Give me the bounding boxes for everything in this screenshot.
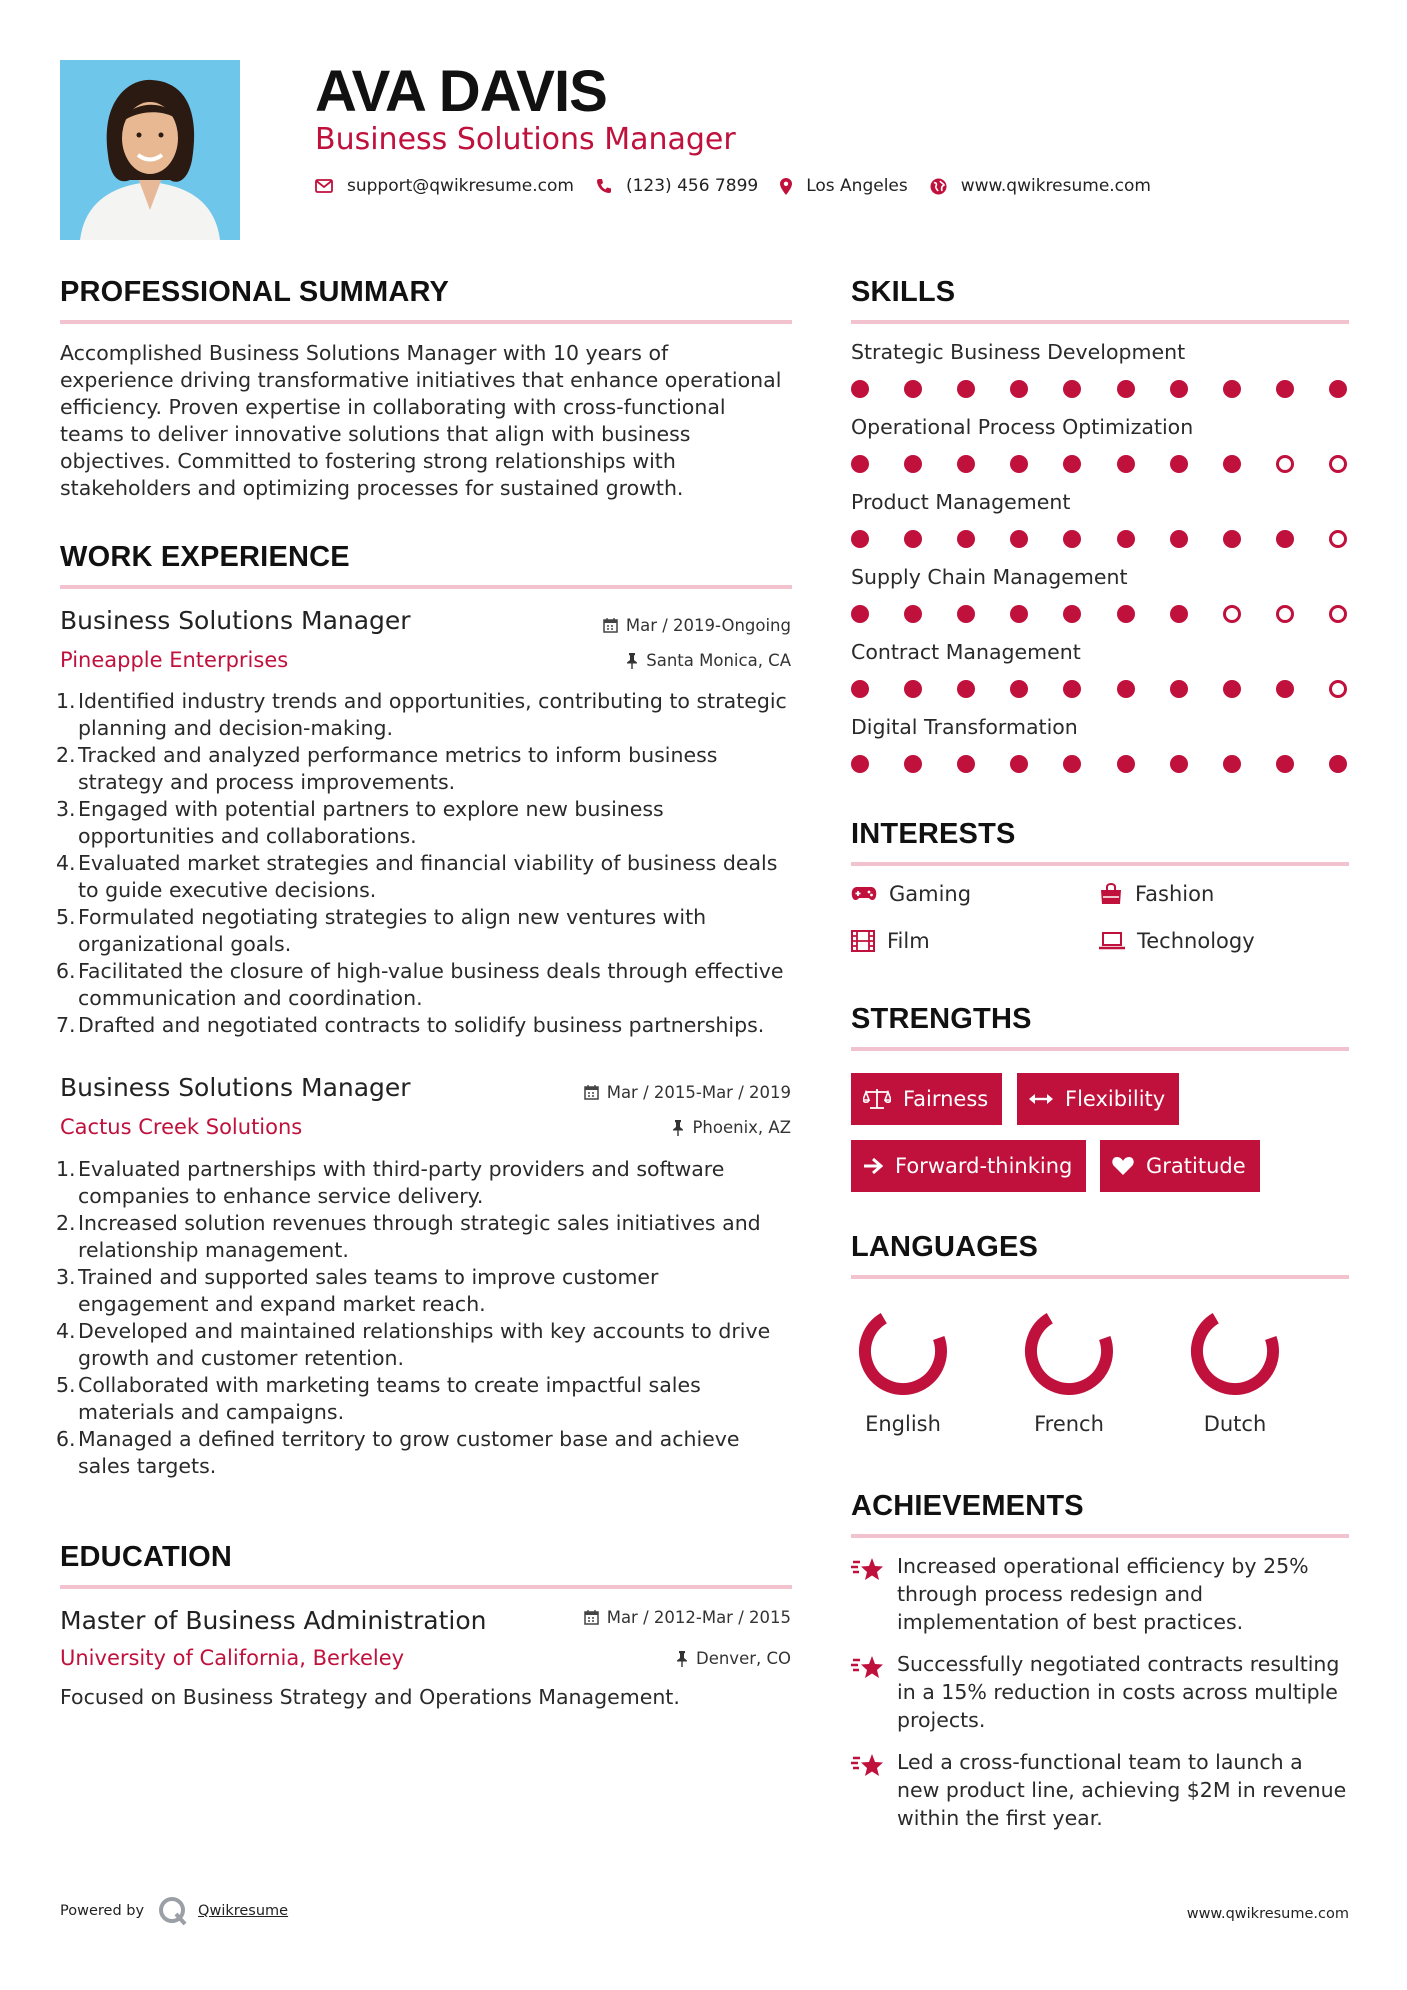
job-duty-line: materials and campaigns. — [78, 1400, 345, 1424]
rating-dot-filled — [1170, 455, 1188, 473]
powered-by-text: Powered by — [60, 1903, 145, 1919]
job-duty-line: Developed and maintained relationships with key accounts to drive — [78, 1319, 771, 1343]
job-duties-list — [56, 1156, 800, 1480]
rating-dot-filled — [851, 530, 869, 548]
rating-dot-filled — [1063, 455, 1081, 473]
summary-heading: PROFESSIONAL SUMMARY — [60, 276, 450, 308]
rating-dot-filled — [1117, 530, 1135, 548]
rating-dot-filled — [1063, 755, 1081, 773]
achievement-line: Led a cross-functional team to launch a — [897, 1750, 1303, 1774]
job-dates-text: Mar / 2015-Mar / 2019 — [606, 1083, 791, 1102]
education-location-text: Denver, CO — [695, 1649, 791, 1668]
contact-bar — [315, 176, 1173, 196]
rating-dot-filled — [1170, 530, 1188, 548]
job-duty-line: Evaluated partnerships with third-party providers and software — [78, 1157, 725, 1181]
rating-dot-filled — [1170, 680, 1188, 698]
languages-heading: LANGUAGES — [851, 1231, 1039, 1263]
rating-dot-filled — [1170, 380, 1188, 398]
skill-rating — [851, 530, 1347, 548]
list-number: 2. — [56, 1211, 76, 1235]
pushpin-icon — [672, 1120, 684, 1136]
job-duty-item — [56, 958, 800, 1012]
achievement-line: projects. — [897, 1708, 986, 1732]
language-gauge — [1009, 1296, 1129, 1410]
summary-text — [60, 340, 800, 502]
rating-dot-filled — [1010, 680, 1028, 698]
achievement-line: in a 15% reduction in costs across multiple — [897, 1680, 1338, 1704]
list-number: 4. — [56, 851, 76, 875]
job-duty-item — [56, 688, 800, 742]
rating-dot-filled — [1276, 380, 1294, 398]
rating-dot-filled — [1117, 680, 1135, 698]
education-dates — [584, 1608, 791, 1627]
job-duties-list — [56, 688, 800, 1039]
job-duty-line: Engaged with potential partners to explore new business — [78, 797, 664, 821]
job-duty-item — [56, 904, 800, 958]
rating-dot-filled — [1329, 755, 1347, 773]
rating-dot-filled — [1117, 755, 1135, 773]
job-duty-line: sales targets. — [78, 1454, 217, 1478]
rating-dot-filled — [1010, 605, 1028, 623]
envelope-icon — [315, 179, 333, 193]
rating-dot-filled — [851, 380, 869, 398]
job-duty-line: Evaluated market strategies and financial viability of business deals — [78, 851, 778, 875]
language-level-arc — [1186, 1302, 1283, 1399]
job-duty-line: growth and customer retention. — [78, 1346, 404, 1370]
strength-label: Forward-thinking — [895, 1154, 1073, 1178]
rating-dot-filled — [904, 605, 922, 623]
skill-name: Supply Chain Management — [851, 565, 1128, 589]
rating-dot-filled — [1010, 530, 1028, 548]
job-duty-item — [56, 796, 800, 850]
language-ring — [843, 1296, 963, 1406]
rating-dot-filled — [1063, 605, 1081, 623]
gamepad-icon — [851, 885, 877, 903]
rating-dot-filled — [1329, 380, 1347, 398]
strengths-heading: STRENGTHS — [851, 1003, 1032, 1035]
job-duty-line: Tracked and analyzed performance metrics to inform business — [78, 743, 718, 767]
rating-dot-filled — [904, 380, 922, 398]
job-dates — [584, 1083, 791, 1102]
list-number: 1. — [56, 1157, 76, 1181]
job-duty-line: Identified industry trends and opportunities, contributing to strategic — [78, 689, 787, 713]
interests-divider — [851, 862, 1349, 866]
list-number: 3. — [56, 1265, 76, 1289]
contact-phone-text: (123) 456 7899 — [625, 176, 759, 196]
achievement-line: Increased operational efficiency by 25% — [897, 1554, 1309, 1578]
job-duty-line: Managed a defined territory to grow customer base and achieve — [78, 1427, 740, 1451]
contact-website-text: www.qwikresume.com — [960, 176, 1151, 196]
pushpin-icon — [626, 653, 638, 669]
job-duty-line: planning and decision-making. — [78, 716, 394, 740]
summary-line: experience driving transformative initiatives that enhance operational — [60, 368, 782, 392]
job-duty-line: relationship management. — [78, 1238, 349, 1262]
rating-dot-filled — [957, 455, 975, 473]
skill-rating — [851, 755, 1347, 773]
job-duty-line: engagement and expand market reach. — [78, 1292, 486, 1316]
job-duty-item — [56, 1156, 800, 1210]
achievement-text — [897, 1748, 1346, 1832]
interest-item — [851, 882, 971, 906]
job-duty-line: Increased solution revenues through strategic sales initiatives and — [78, 1211, 761, 1235]
job-duty-line: strategy and process improvements. — [78, 770, 456, 794]
job-duty-line: Facilitated the closure of high-value business deals through effective — [78, 959, 784, 983]
rating-dot-empty — [1329, 605, 1347, 623]
achievement-line: through process redesign and — [897, 1582, 1204, 1606]
interest-item — [1099, 929, 1255, 953]
interest-label: Technology — [1137, 929, 1255, 953]
skill-rating — [851, 605, 1347, 623]
rating-dot-filled — [1276, 530, 1294, 548]
achievement-text — [897, 1650, 1339, 1734]
rating-dot-filled — [957, 530, 975, 548]
job-duty-item — [56, 1318, 800, 1372]
star-award-icon — [851, 1752, 885, 1778]
summary-line: objectives. Committed to fostering strong relationships with — [60, 449, 676, 473]
company-name: Cactus Creek Solutions — [60, 1115, 303, 1139]
rating-dot-filled — [904, 680, 922, 698]
achievement-text — [897, 1552, 1309, 1636]
balance-scale-icon — [863, 1088, 891, 1110]
arrow-right-icon — [863, 1157, 883, 1175]
rating-dot-filled — [1223, 530, 1241, 548]
interest-item — [1099, 882, 1214, 906]
calendar-icon — [584, 1610, 599, 1625]
interest-item — [851, 929, 930, 953]
rating-dot-empty — [1329, 530, 1347, 548]
experience-heading: WORK EXPERIENCE — [60, 541, 350, 573]
contact-location-text: Los Angeles — [806, 176, 908, 196]
job-duty-line: Formulated negotiating strategies to align new ventures with — [78, 905, 707, 929]
interest-label: Fashion — [1135, 882, 1215, 906]
language-name: Dutch — [1203, 1412, 1267, 1436]
language-ring — [1009, 1296, 1129, 1406]
rating-dot-filled — [1063, 530, 1081, 548]
list-number: 4. — [56, 1319, 76, 1343]
calendar-icon — [584, 1085, 599, 1100]
strength-badge — [1100, 1140, 1260, 1192]
job-duty-line: to guide executive decisions. — [78, 878, 377, 902]
arrows-horizontal-icon — [1029, 1092, 1053, 1106]
rating-dot-filled — [1010, 455, 1028, 473]
rating-dot-filled — [1063, 380, 1081, 398]
strength-label: Gratitude — [1146, 1154, 1246, 1178]
rating-dot-filled — [957, 605, 975, 623]
strength-badge — [851, 1073, 1002, 1125]
rating-dot-filled — [1117, 380, 1135, 398]
contact-website[interactable] — [930, 176, 1151, 196]
job-location — [626, 651, 791, 670]
language-gauge — [1175, 1296, 1295, 1410]
job-duty-item — [56, 1012, 800, 1039]
summary-line: stakeholders and optimizing processes for sustained growth. — [60, 476, 684, 500]
rating-dot-filled — [904, 455, 922, 473]
summary-line: teams to deliver innovative solutions that align with business — [60, 422, 691, 446]
rating-dot-empty — [1276, 455, 1294, 473]
job-duty-line: Collaborated with marketing teams to create impactful sales — [78, 1373, 701, 1397]
rating-dot-filled — [1117, 605, 1135, 623]
education-heading: EDUCATION — [60, 1541, 233, 1573]
skill-rating — [851, 380, 1347, 398]
rating-dot-filled — [1010, 380, 1028, 398]
contact-phone[interactable] — [596, 176, 758, 196]
rating-dot-filled — [851, 680, 869, 698]
language-level-arc — [1020, 1302, 1117, 1399]
rating-dot-filled — [1117, 455, 1135, 473]
globe-icon — [930, 178, 947, 195]
rating-dot-empty — [1329, 680, 1347, 698]
job-location-text: Phoenix, AZ — [692, 1118, 791, 1137]
rating-dot-empty — [1223, 605, 1241, 623]
candidate-name: AVA DAVIS — [315, 59, 607, 124]
achievements-divider — [851, 1534, 1349, 1538]
rating-dot-filled — [851, 605, 869, 623]
rating-dot-filled — [1223, 680, 1241, 698]
rating-dot-filled — [1170, 605, 1188, 623]
rating-dot-filled — [1223, 380, 1241, 398]
achievement-item — [851, 1748, 1351, 1832]
star-award-icon — [851, 1654, 885, 1680]
achievement-item — [851, 1552, 1351, 1636]
contact-email[interactable] — [315, 176, 574, 196]
summary-divider — [60, 320, 792, 324]
strength-badge — [1017, 1073, 1179, 1125]
job-duty-item — [56, 1264, 800, 1318]
rating-dot-filled — [1223, 455, 1241, 473]
achievement-line: new product line, achieving $2M in revenue — [897, 1778, 1347, 1802]
qwikresume-link[interactable]: Qwikresume — [198, 1903, 289, 1919]
skills-heading: SKILLS — [851, 276, 956, 308]
language-ring — [1175, 1296, 1295, 1406]
skill-name: Operational Process Optimization — [851, 415, 1194, 439]
heart-icon — [1112, 1156, 1134, 1176]
list-number: 2. — [56, 743, 76, 767]
experience-divider — [60, 585, 792, 589]
job-duty-item — [56, 1372, 800, 1426]
calendar-icon — [603, 618, 618, 633]
list-number: 5. — [56, 1373, 76, 1397]
contact-email-text: support@qwikresume.com — [347, 176, 574, 196]
job-title: Business Solutions Manager — [60, 606, 411, 635]
job-duty-line: opportunities and collaborations. — [78, 824, 417, 848]
language-name: French — [1034, 1412, 1104, 1436]
list-number: 6. — [56, 1427, 76, 1451]
education-dates-text: Mar / 2012-Mar / 2015 — [606, 1608, 791, 1627]
rating-dot-filled — [904, 530, 922, 548]
languages-divider — [851, 1275, 1349, 1279]
skills-divider — [851, 320, 1349, 324]
footer-powered-by — [60, 1896, 288, 1926]
degree-title: Master of Business Administration — [60, 1606, 487, 1635]
job-duty-line: companies to enhance service delivery. — [78, 1184, 484, 1208]
summary-line: efficiency. Proven expertise in collaborating with cross-functional — [60, 395, 726, 419]
star-award-icon — [851, 1556, 885, 1582]
rating-dot-filled — [1010, 755, 1028, 773]
footer-website[interactable]: www.qwikresume.com — [1186, 1906, 1349, 1922]
rating-dot-filled — [904, 755, 922, 773]
rating-dot-empty — [1276, 605, 1294, 623]
school-name: University of California, Berkeley — [60, 1646, 405, 1670]
rating-dot-filled — [1063, 680, 1081, 698]
job-duty-item — [56, 1210, 800, 1264]
strength-label: Flexibility — [1065, 1087, 1166, 1111]
skill-rating — [851, 455, 1347, 473]
job-location — [672, 1118, 791, 1137]
job-title: Business Solutions Manager — [60, 1073, 411, 1102]
achievement-line: implementation of best practices. — [897, 1610, 1244, 1634]
rating-dot-filled — [851, 455, 869, 473]
rating-dot-filled — [957, 755, 975, 773]
job-duty-line: organizational goals. — [78, 932, 292, 956]
company-name: Pineapple Enterprises — [60, 648, 289, 672]
language-gauge — [843, 1296, 963, 1410]
list-number: 1. — [56, 689, 76, 713]
education-divider — [60, 1585, 792, 1589]
shopping-bag-icon — [1099, 883, 1123, 905]
interest-label: Gaming — [889, 882, 972, 906]
rating-dot-filled — [851, 755, 869, 773]
map-marker-icon — [780, 178, 792, 195]
strength-badge — [851, 1140, 1086, 1192]
contact-location — [780, 176, 908, 196]
rating-dot-filled — [1276, 755, 1294, 773]
job-duty-line: Trained and supported sales teams to improve customer — [78, 1265, 659, 1289]
list-number: 7. — [56, 1013, 76, 1037]
achievements-heading: ACHIEVEMENTS — [851, 1490, 1084, 1522]
rating-dot-empty — [1329, 455, 1347, 473]
interest-label: Film — [887, 929, 930, 953]
interests-heading: INTERESTS — [851, 818, 1016, 850]
list-number: 5. — [56, 905, 76, 929]
job-duty-line: communication and coordination. — [78, 986, 423, 1010]
candidate-title: Business Solutions Manager — [315, 122, 736, 157]
pushpin-icon — [676, 1651, 688, 1667]
qwikresume-logo-icon — [158, 1896, 188, 1926]
education-location — [676, 1649, 791, 1668]
skill-name: Strategic Business Development — [851, 340, 1186, 364]
laptop-icon — [1099, 932, 1125, 950]
job-location-text: Santa Monica, CA — [646, 651, 791, 670]
rating-dot-filled — [1170, 755, 1188, 773]
list-number: 3. — [56, 797, 76, 821]
achievement-item — [851, 1650, 1351, 1734]
rating-dot-filled — [1276, 680, 1294, 698]
job-duty-item — [56, 1426, 800, 1480]
rating-dot-filled — [957, 380, 975, 398]
rating-dot-filled — [957, 680, 975, 698]
skill-rating — [851, 680, 1347, 698]
summary-line: Accomplished Business Solutions Manager with 10 years of — [60, 341, 669, 365]
list-number: 6. — [56, 959, 76, 983]
strength-label: Fairness — [903, 1087, 989, 1111]
job-dates — [603, 616, 791, 635]
phone-icon — [596, 178, 612, 194]
achievement-line: within the first year. — [897, 1806, 1103, 1830]
job-dates-text: Mar / 2019-Ongoing — [625, 616, 791, 635]
job-duty-item — [56, 742, 800, 796]
film-icon — [851, 930, 875, 952]
job-duty-line: Drafted and negotiated contracts to solidify business partnerships. — [78, 1013, 765, 1037]
rating-dot-filled — [1223, 755, 1241, 773]
profile-photo — [60, 60, 240, 240]
skill-name: Digital Transformation — [851, 715, 1078, 739]
skill-name: Contract Management — [851, 640, 1081, 664]
strengths-divider — [851, 1047, 1349, 1051]
job-duty-item — [56, 850, 800, 904]
skill-name: Product Management — [851, 490, 1071, 514]
language-level-arc — [854, 1302, 951, 1399]
education-description: Focused on Business Strategy and Operations Management. — [60, 1685, 680, 1709]
language-name: English — [865, 1412, 941, 1436]
achievement-line: Successfully negotiated contracts resulting — [897, 1652, 1340, 1676]
